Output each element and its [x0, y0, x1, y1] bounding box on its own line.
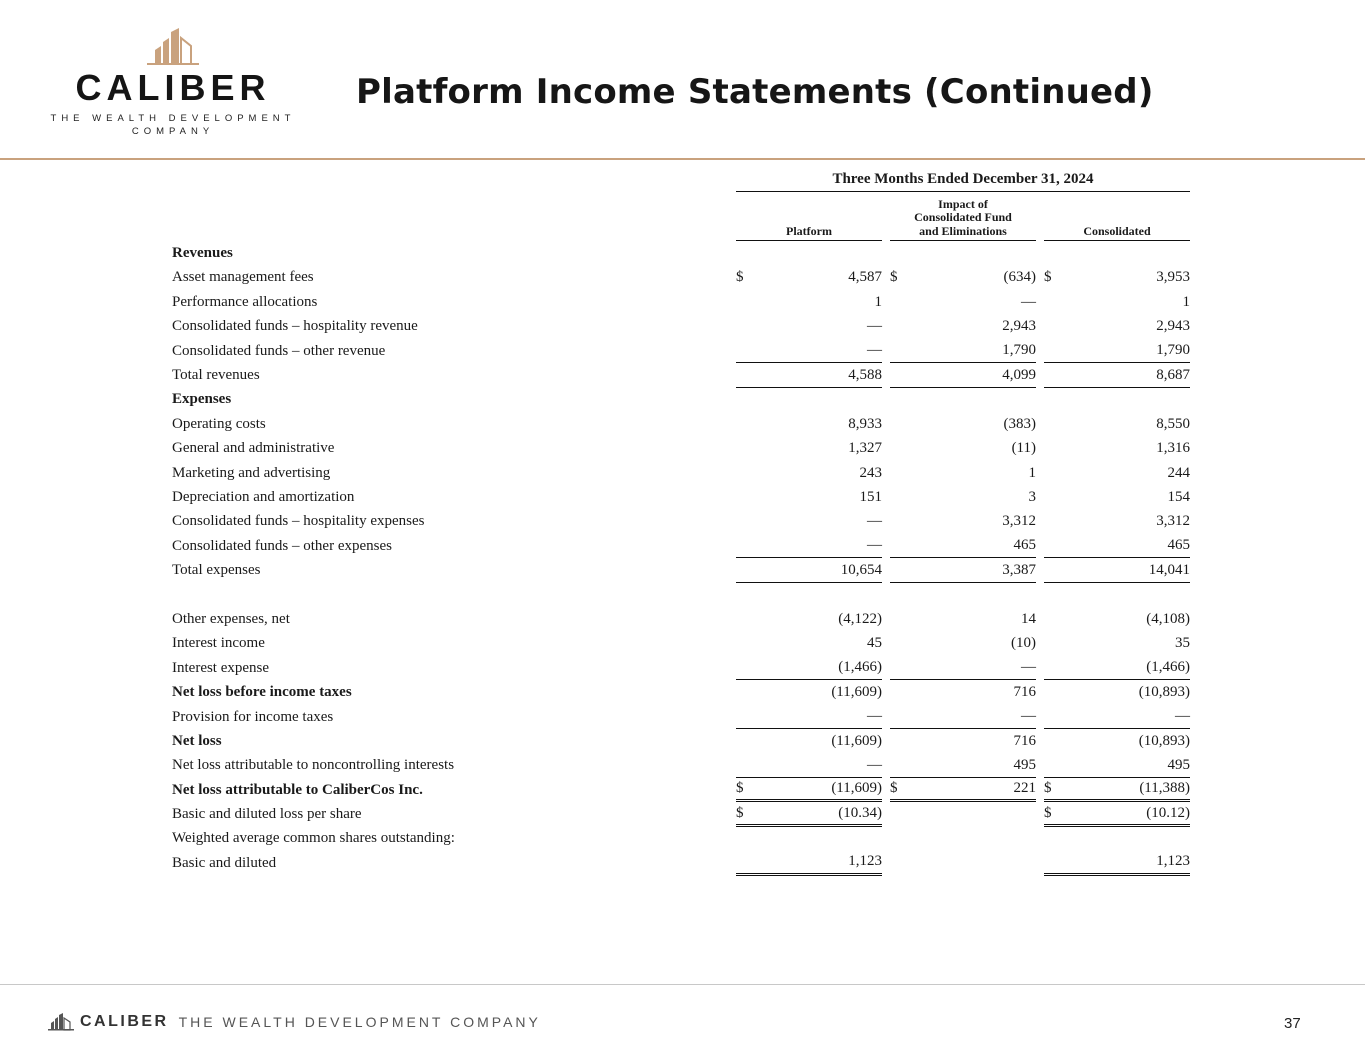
cell-platform: — — [867, 513, 882, 530]
row-label: Net loss attributable to noncontrolling interests — [172, 757, 455, 774]
company-logo — [48, 28, 298, 137]
currency-symbol: $ — [736, 802, 758, 826]
cell-consolidated: 465 — [1066, 534, 1190, 558]
table-row — [172, 754, 1190, 778]
cell-platform: (11,609) — [831, 684, 882, 701]
cell-platform: 151 — [859, 488, 882, 505]
logo-tagline-2: COMPANY — [131, 125, 215, 137]
cell-platform: 1,123 — [758, 851, 882, 875]
building-logo-icon — [145, 28, 201, 66]
spacer-row — [172, 583, 1190, 607]
row-label: Net loss attributable to CaliberCos Inc. — [172, 781, 423, 798]
cell-impact: 716 — [1013, 684, 1036, 701]
row-label: Interest income — [172, 635, 265, 652]
row-label: Other expenses, net — [172, 610, 290, 627]
cell-impact: (11) — [1011, 440, 1036, 457]
cell-impact: 2,943 — [1002, 318, 1036, 335]
income-statement-table — [172, 168, 1190, 876]
footer-brand — [48, 1013, 541, 1031]
row-label: Asset management fees — [172, 269, 314, 286]
cell-platform: 4,587 — [848, 269, 882, 286]
footer-divider — [0, 984, 1365, 985]
currency-symbol: $ — [736, 778, 758, 802]
col-impact-l2: Consolidated Fund — [914, 210, 1012, 225]
cell-impact: — — [912, 705, 1036, 729]
cell-consolidated: 154 — [1167, 488, 1190, 505]
cell-platform: (11,609) — [831, 732, 882, 749]
cell-impact: — — [912, 656, 1036, 680]
cell-impact: 3 — [1028, 488, 1036, 505]
cell-impact: 221 — [912, 778, 1036, 802]
row-label: Consolidated funds – other revenue — [172, 342, 386, 359]
col-impact-l1: Impact of — [938, 196, 988, 211]
cell-consolidated: (10.12) — [1066, 802, 1190, 826]
cell-consolidated: (10,893) — [1138, 684, 1190, 701]
cell-platform: (1,466) — [758, 656, 882, 680]
cell-platform: — — [758, 705, 882, 729]
row-label: General and administrative — [172, 440, 335, 457]
cell-impact: 1,790 — [912, 339, 1036, 363]
cell-platform: (4,122) — [838, 610, 882, 627]
cell-consolidated: 14,041 — [1066, 558, 1190, 582]
cell-impact: (634) — [1003, 269, 1036, 286]
currency-symbol: $ — [1044, 778, 1066, 802]
cell-consolidated: (4,108) — [1146, 610, 1190, 627]
cell-impact: — — [1021, 293, 1036, 310]
cell-consolidated: 1 — [1182, 293, 1190, 310]
section-expenses — [172, 388, 1190, 412]
row-label: Consolidated funds – hospitality expenses — [172, 513, 425, 530]
cell-consolidated: 3,312 — [1156, 513, 1190, 530]
table-header-columns — [172, 192, 1190, 241]
currency-symbol: $ — [890, 269, 898, 286]
cell-platform: 45 — [867, 635, 882, 652]
cell-consolidated: 8,687 — [1066, 363, 1190, 387]
row-label: Revenues — [172, 245, 233, 262]
row-label: Total expenses — [172, 562, 261, 579]
cell-impact: (383) — [1003, 415, 1036, 432]
table-row-total — [172, 778, 1190, 802]
currency-symbol: $ — [736, 269, 744, 286]
col-impact — [890, 192, 1036, 241]
cell-platform: — — [758, 534, 882, 558]
building-logo-icon — [48, 1013, 74, 1031]
row-label: Consolidated funds – hospitality revenue — [172, 318, 418, 335]
table-row — [172, 802, 1190, 826]
col-consolidated: Consolidated — [1044, 192, 1190, 241]
table-row — [172, 656, 1190, 680]
table-header-period — [172, 168, 1190, 192]
cell-consolidated: 2,943 — [1156, 318, 1190, 335]
row-label: Net loss before income taxes — [172, 684, 352, 701]
table-row — [172, 412, 1190, 436]
cell-consolidated: (1,466) — [1066, 656, 1190, 680]
footer-tagline: THE WEALTH DEVELOPMENT COMPANY — [178, 1014, 541, 1030]
cell-consolidated: 1,123 — [1066, 851, 1190, 875]
cell-consolidated: 8,550 — [1156, 415, 1190, 432]
cell-impact: (10) — [1011, 635, 1036, 652]
row-label: Performance allocations — [172, 293, 318, 310]
cell-impact: 716 — [1013, 732, 1036, 749]
cell-consolidated: — — [1066, 705, 1190, 729]
col-impact-l3: and Eliminations — [919, 223, 1007, 238]
table-row-subtotal — [172, 680, 1190, 704]
currency-symbol: $ — [890, 778, 912, 802]
table-row — [172, 315, 1190, 339]
table-row — [172, 266, 1190, 290]
cell-platform: 4,588 — [758, 363, 882, 387]
table-row — [172, 705, 1190, 729]
cell-platform: (11,609) — [758, 778, 882, 802]
cell-consolidated: 495 — [1066, 754, 1190, 778]
table-row — [172, 437, 1190, 461]
row-label: Depreciation and amortization — [172, 488, 355, 505]
cell-impact: 465 — [912, 534, 1036, 558]
cell-platform: — — [867, 318, 882, 335]
col-platform: Platform — [736, 192, 882, 241]
cell-platform: 243 — [859, 464, 882, 481]
cell-platform: — — [758, 754, 882, 778]
cell-consolidated: 1,316 — [1156, 440, 1190, 457]
cell-impact: 14 — [1021, 610, 1036, 627]
table-row — [172, 607, 1190, 631]
table-row — [172, 632, 1190, 656]
table-row — [172, 851, 1190, 875]
cell-consolidated: 35 — [1175, 635, 1190, 652]
cell-platform: 10,654 — [758, 558, 882, 582]
row-label: Consolidated funds – other expenses — [172, 537, 392, 554]
table-row — [172, 461, 1190, 485]
cell-impact: 3,387 — [912, 558, 1036, 582]
logo-tagline: THE WEALTH DEVELOPMENT — [50, 113, 296, 124]
table-row — [172, 510, 1190, 534]
row-label: Interest expense — [172, 659, 270, 676]
cell-impact: 1 — [1028, 464, 1036, 481]
cell-impact: 495 — [912, 754, 1036, 778]
row-label: Operating costs — [172, 415, 266, 432]
row-label: Net loss — [172, 732, 222, 749]
currency-symbol: $ — [1044, 269, 1052, 286]
cell-platform: — — [758, 339, 882, 363]
row-label: Total revenues — [172, 367, 260, 384]
cell-consolidated: (11,388) — [1066, 778, 1190, 802]
table-row-subtotal — [172, 729, 1190, 753]
cell-consolidated: (10,893) — [1138, 732, 1190, 749]
row-label: Basic and diluted — [172, 854, 277, 871]
row-label: Marketing and advertising — [172, 464, 331, 481]
table-row — [172, 485, 1190, 509]
cell-impact: 4,099 — [912, 363, 1036, 387]
table-row-total — [172, 558, 1190, 582]
row-label: Weighted average common shares outstanding: — [172, 830, 455, 847]
cell-impact: 3,312 — [1002, 513, 1036, 530]
table-row — [172, 534, 1190, 558]
cell-consolidated: 1,790 — [1066, 339, 1190, 363]
currency-symbol: $ — [1044, 802, 1066, 826]
row-label: Provision for income taxes — [172, 708, 334, 725]
cell-platform: 1,327 — [848, 440, 882, 457]
section-revenues — [172, 241, 1190, 265]
cell-platform: 1 — [874, 293, 882, 310]
table-row-total — [172, 363, 1190, 387]
page-title: Platform Income Statements (Continued) — [356, 72, 1154, 112]
row-label: Expenses — [172, 391, 232, 408]
header-divider — [0, 158, 1365, 160]
logo-wordmark: CALIBER — [75, 67, 271, 108]
cell-consolidated: 3,953 — [1156, 269, 1190, 286]
table-row — [172, 290, 1190, 314]
cell-consolidated: 244 — [1167, 464, 1190, 481]
page-number: 37 — [1284, 1015, 1301, 1032]
cell-platform: (10.34) — [758, 802, 882, 826]
period-header: Three Months Ended December 31, 2024 — [736, 168, 1190, 192]
footer-brand-name: CALIBER — [80, 1013, 169, 1030]
table-row — [172, 827, 1190, 851]
cell-platform: 8,933 — [848, 415, 882, 432]
row-label: Basic and diluted loss per share — [172, 806, 362, 823]
table-row — [172, 339, 1190, 363]
